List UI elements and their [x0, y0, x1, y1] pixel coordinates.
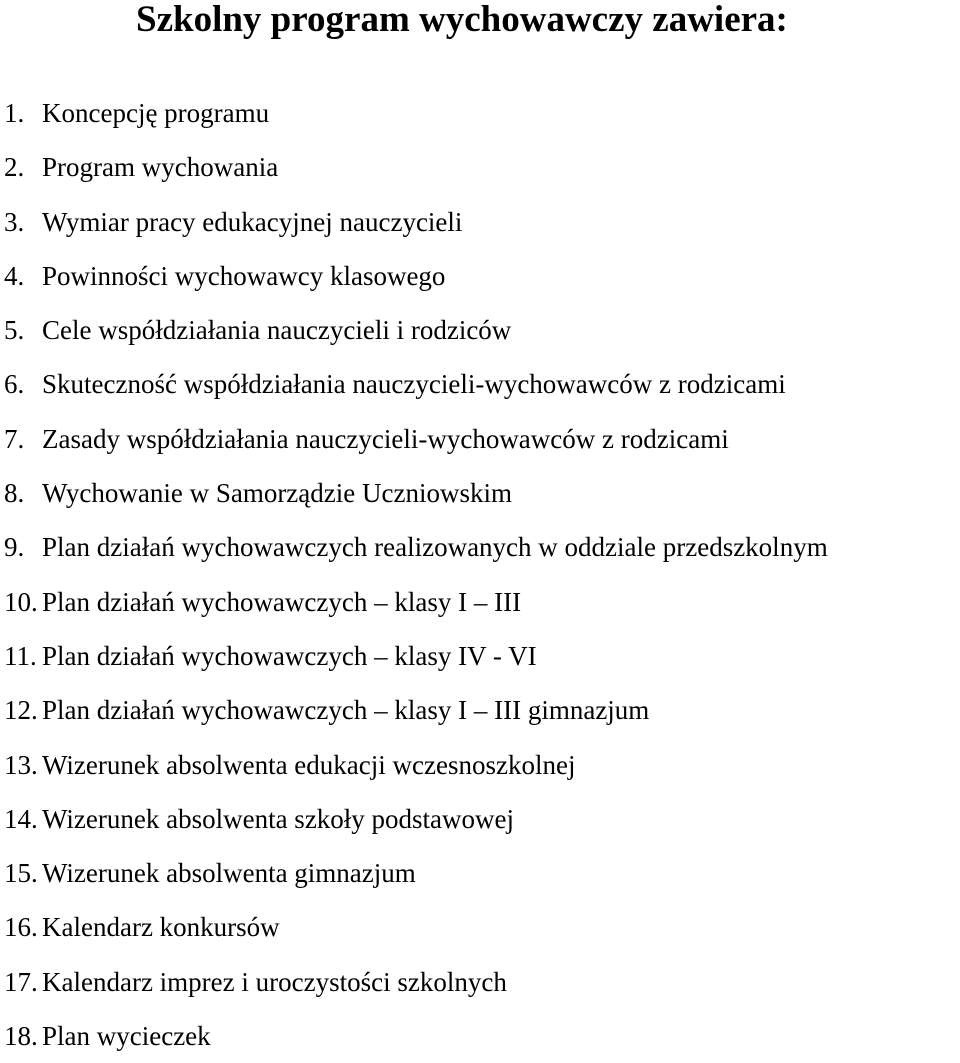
list-item-number: 1. — [4, 98, 25, 128]
document-title: Szkolny program wychowawczy zawiera: — [136, 0, 788, 40]
list-item-number: 4. — [4, 260, 25, 291]
list-item-text: Kalendarz konkursów — [42, 912, 280, 943]
list-item — [0, 86, 828, 140]
list-item-text: Plan wycieczek — [42, 1021, 211, 1052]
list-item-text: Plan działań wychowawczych – klasy IV - VI — [42, 640, 537, 671]
list-item-number: 6. — [4, 369, 25, 400]
list-item — [0, 466, 828, 520]
list-item-text: Plan działań wychowawczych – klasy I – III — [42, 586, 522, 617]
list-item — [0, 520, 828, 574]
list-item-number: 11. — [4, 640, 37, 671]
list-item-text: Wychowanie w Samorządzie Uczniowskim — [42, 478, 512, 509]
list-item — [0, 303, 828, 357]
contents-list — [0, 86, 828, 1063]
list-item-text: Wizerunek absolwenta edukacji wczesnoszkolnej — [42, 749, 576, 780]
list-item — [0, 900, 828, 954]
list-item-number: 9. — [4, 532, 25, 563]
list-item — [0, 412, 828, 466]
list-item — [0, 140, 828, 194]
list-item-text: Wizerunek absolwenta gimnazjum — [42, 858, 416, 889]
list-item-number: 12. — [4, 695, 38, 726]
list-item — [0, 738, 828, 792]
list-item-number: 7. — [4, 423, 25, 454]
list-item-number: 15. — [4, 858, 38, 889]
list-item — [0, 683, 828, 737]
list-item — [0, 357, 828, 411]
list-item — [0, 792, 828, 846]
list-item-text: Kalendarz imprez i uroczystości szkolnych — [42, 966, 507, 997]
list-item-number: 10. — [4, 586, 38, 617]
list-item-text: Skuteczność współdziałania nauczycieli-wychowawców z rodzicami — [42, 369, 786, 400]
list-item — [0, 249, 828, 303]
list-item — [0, 629, 828, 683]
list-item — [0, 846, 828, 900]
list-item-text: Koncepcję programu — [42, 98, 270, 128]
list-item-number: 18. — [4, 1021, 38, 1052]
list-item-number: 5. — [4, 315, 25, 346]
list-item-number: 8. — [4, 478, 25, 509]
list-item — [0, 955, 828, 1009]
list-item-number: 3. — [4, 206, 25, 237]
list-item-text: Zasady współdziałania nauczycieli-wychowawców z rodzicami — [42, 423, 729, 454]
list-item-number: 17. — [4, 966, 38, 997]
list-item-number: 14. — [4, 803, 38, 834]
list-item-text: Wizerunek absolwenta szkoły podstawowej — [42, 803, 515, 834]
list-item-text: Plan działań wychowawczych – klasy I – III gimnazjum — [42, 695, 650, 726]
list-item-text: Wymiar pracy edukacyjnej nauczycieli — [42, 206, 463, 237]
list-item-text: Program wychowania — [42, 152, 279, 183]
list-item — [0, 575, 828, 629]
list-item-text: Cele współdziałania nauczycieli i rodziców — [42, 315, 512, 346]
list-item — [0, 195, 828, 249]
list-item-number: 2. — [4, 152, 25, 183]
list-item-number: 16. — [4, 912, 38, 943]
list-item-number: 13. — [4, 749, 38, 780]
list-item-text: Plan działań wychowawczych realizowanych w oddziale przedszkolnym — [42, 532, 828, 563]
list-item-text: Powinności wychowawcy klasowego — [42, 260, 446, 291]
